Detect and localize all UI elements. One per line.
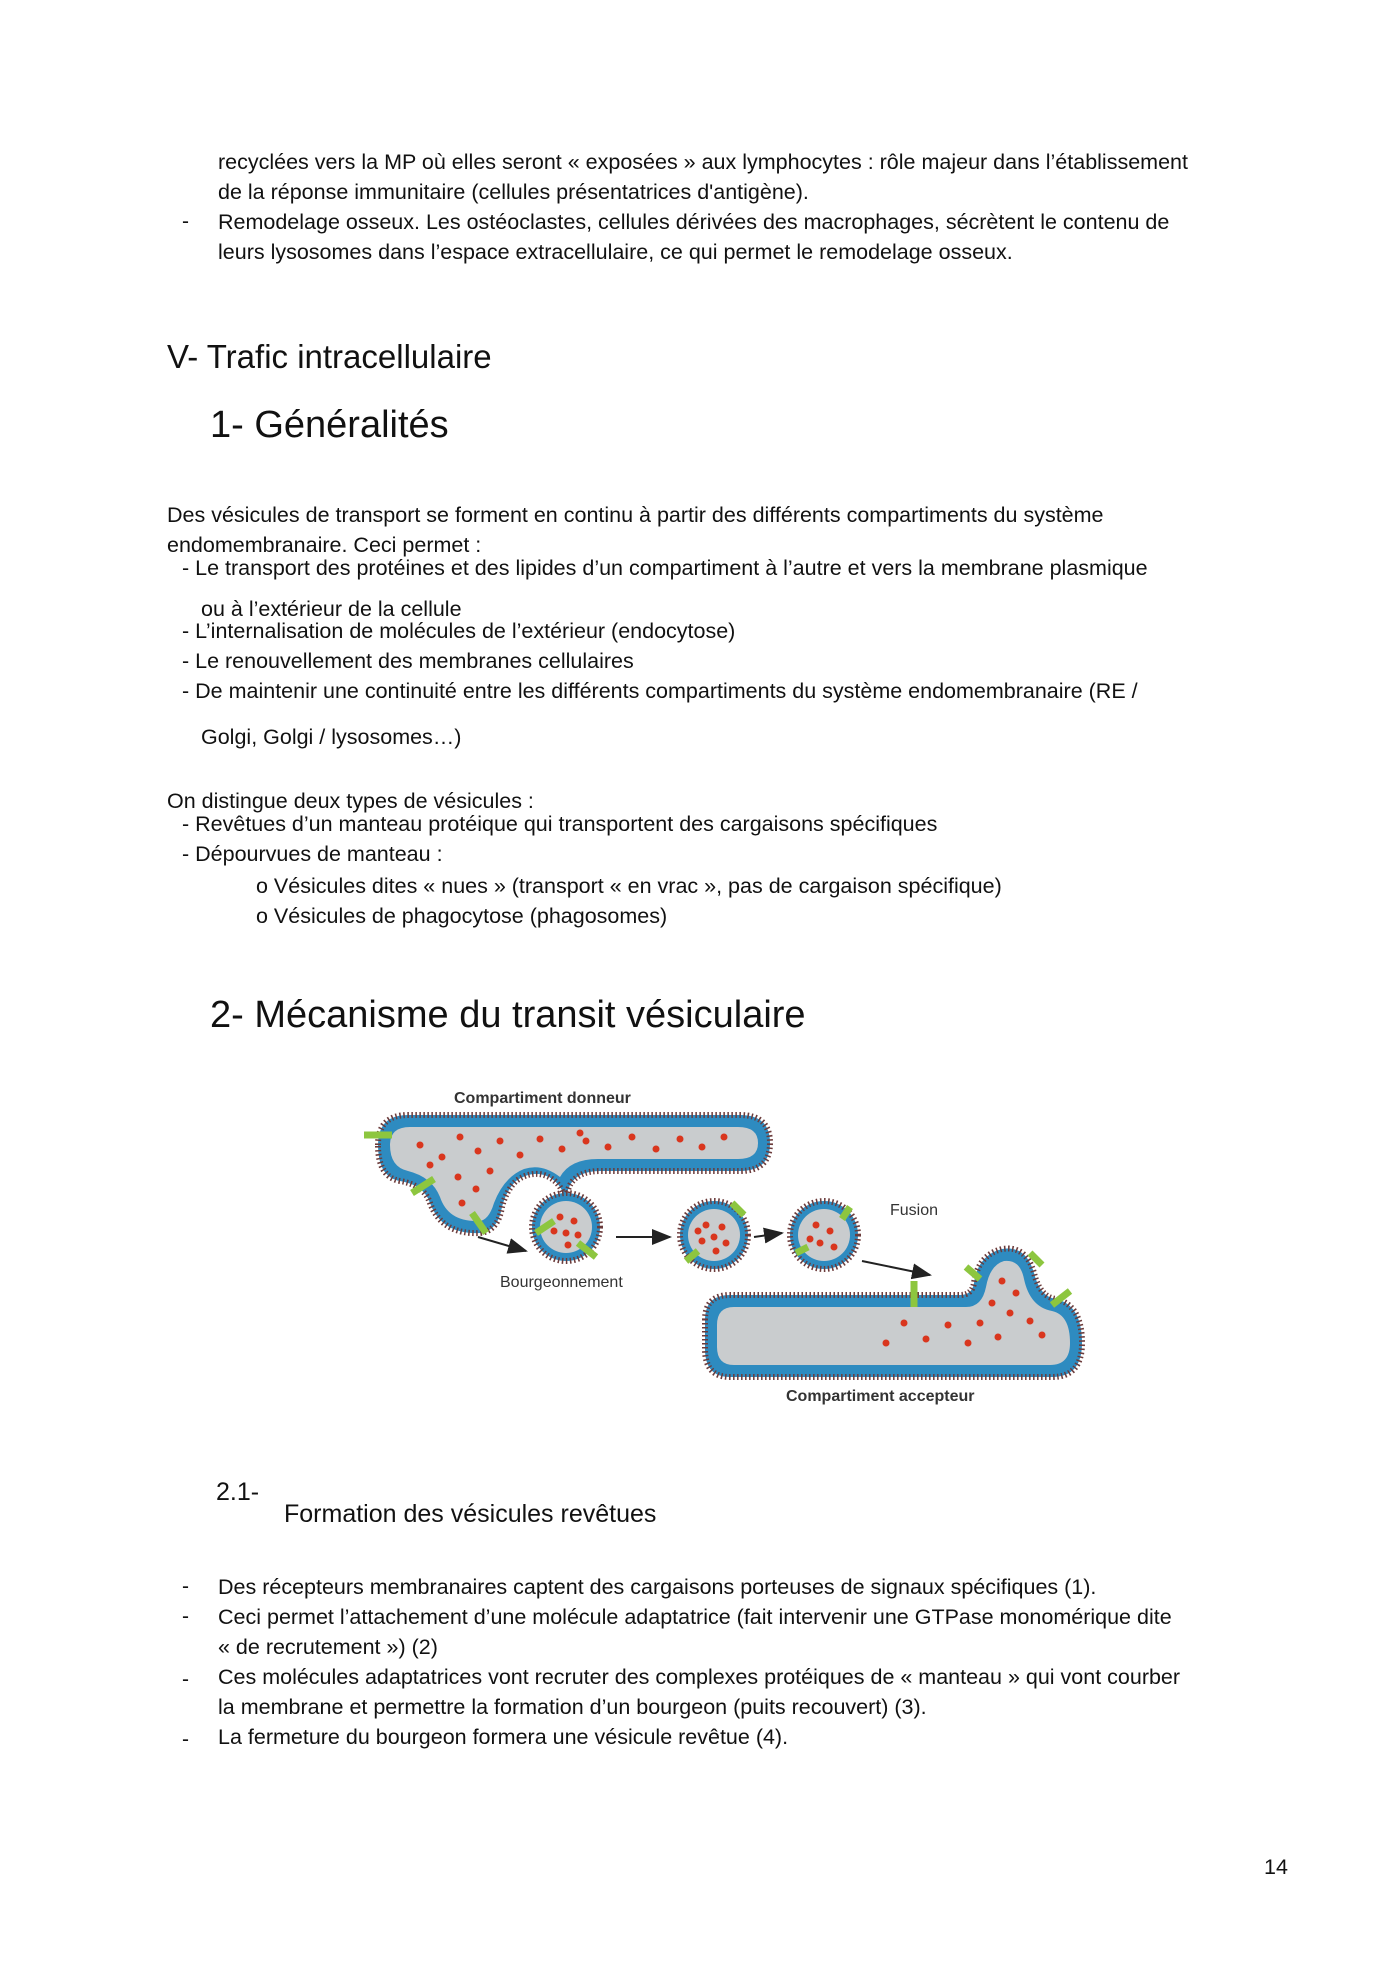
- list-item-revetues: - Revêtues d’un manteau protéique qui transportent des cargaisons spécifiques: [182, 812, 938, 836]
- list-item-transport-cont: ou à l’extérieur de la cellule: [201, 597, 462, 621]
- subsection-2-title: 2- Mécanisme du transit vésiculaire: [210, 994, 806, 1036]
- bullet-dash: -: [182, 210, 189, 233]
- list-item-endocytose: - L’internalisation de molécules de l’extérieur (endocytose): [182, 619, 736, 643]
- page-number: 14: [1264, 1855, 1288, 1879]
- paragraph-2: On distingue deux types de vésicules :: [167, 789, 534, 813]
- bullet-dash: -: [182, 1575, 189, 1598]
- list-item-continuite: - De maintenir une continuité entre les différents compartiments du système endomembranaire (RE /: [182, 679, 1138, 703]
- vesicle-transit-figure: [330, 1085, 1090, 1465]
- intro-line-3: Remodelage osseux. Les ostéoclastes, cellules dérivées des macrophages, sécrètent le contenu de: [218, 210, 1170, 234]
- list-item-depourvues: - Dépourvues de manteau :: [182, 842, 443, 866]
- intro-line-4: leurs lysosomes dans l’espace extracellulaire, ce qui permet le remodelage osseux.: [218, 240, 1013, 264]
- list-item-continuite-cont: Golgi, Golgi / lysosomes…): [201, 725, 462, 749]
- list-item-attachement: Ceci permet l’attachement d’une molécule adaptatrice (fait intervenir une GTPase monomérique dite: [218, 1605, 1172, 1629]
- bullet-dash: -: [182, 1668, 189, 1691]
- section-title: V- Trafic intracellulaire: [167, 338, 492, 375]
- bullet-dash: -: [182, 1728, 189, 1751]
- subsection-1-title: 1- Généralités: [210, 404, 449, 446]
- paragraph-1-line-1: Des vésicules de transport se forment en continu à partir des différents compartiments du système: [167, 503, 1104, 527]
- intro-line-2: de la réponse immunitaire (cellules présentatrices d'antigène).: [218, 180, 809, 204]
- sub-item-phagosomes: o Vésicules de phagocytose (phagosomes): [256, 904, 668, 928]
- bullet-dash: -: [182, 1605, 189, 1628]
- label-donor: Compartiment donneur: [454, 1090, 631, 1107]
- list-item-attachement-cont: « de recrutement ») (2): [218, 1635, 438, 1659]
- list-item-renouvellement: - Le renouvellement des membranes cellulaires: [182, 649, 634, 673]
- list-item-fermeture: La fermeture du bourgeon formera une vésicule revêtue (4).: [218, 1725, 789, 1749]
- sub-item-nues: o Vésicules dites « nues » (transport « en vrac », pas de cargaison spécifique): [256, 874, 1002, 898]
- list-item-transport: - Le transport des protéines et des lipides d’un compartiment à l’autre et vers la membrane plasmique: [182, 556, 1148, 580]
- label-acceptor: Compartiment accepteur: [786, 1388, 975, 1405]
- list-item-manteau-cont: la membrane et permettre la formation d’un bourgeon (puits recouvert) (3).: [218, 1695, 927, 1719]
- subsection-2-1-title: Formation des vésicules revêtues: [284, 1500, 657, 1528]
- label-budding: Bourgeonnement: [500, 1274, 623, 1291]
- list-item-recepteurs: Des récepteurs membranaires captent des cargaisons porteuses de signaux spécifiques (1).: [218, 1575, 1097, 1599]
- list-item-manteau: Ces molécules adaptatrices vont recruter des complexes protéiques de « manteau » qui vont courber: [218, 1665, 1181, 1689]
- label-fusion: Fusion: [890, 1202, 939, 1219]
- intro-line-1: recyclées vers la MP où elles seront « exposées » aux lymphocytes : rôle majeur dans l’établissement: [218, 150, 1188, 174]
- paragraph-1-line-2: endomembranaire. Ceci permet :: [167, 533, 482, 557]
- subsection-2-1-number: 2.1-: [216, 1478, 260, 1506]
